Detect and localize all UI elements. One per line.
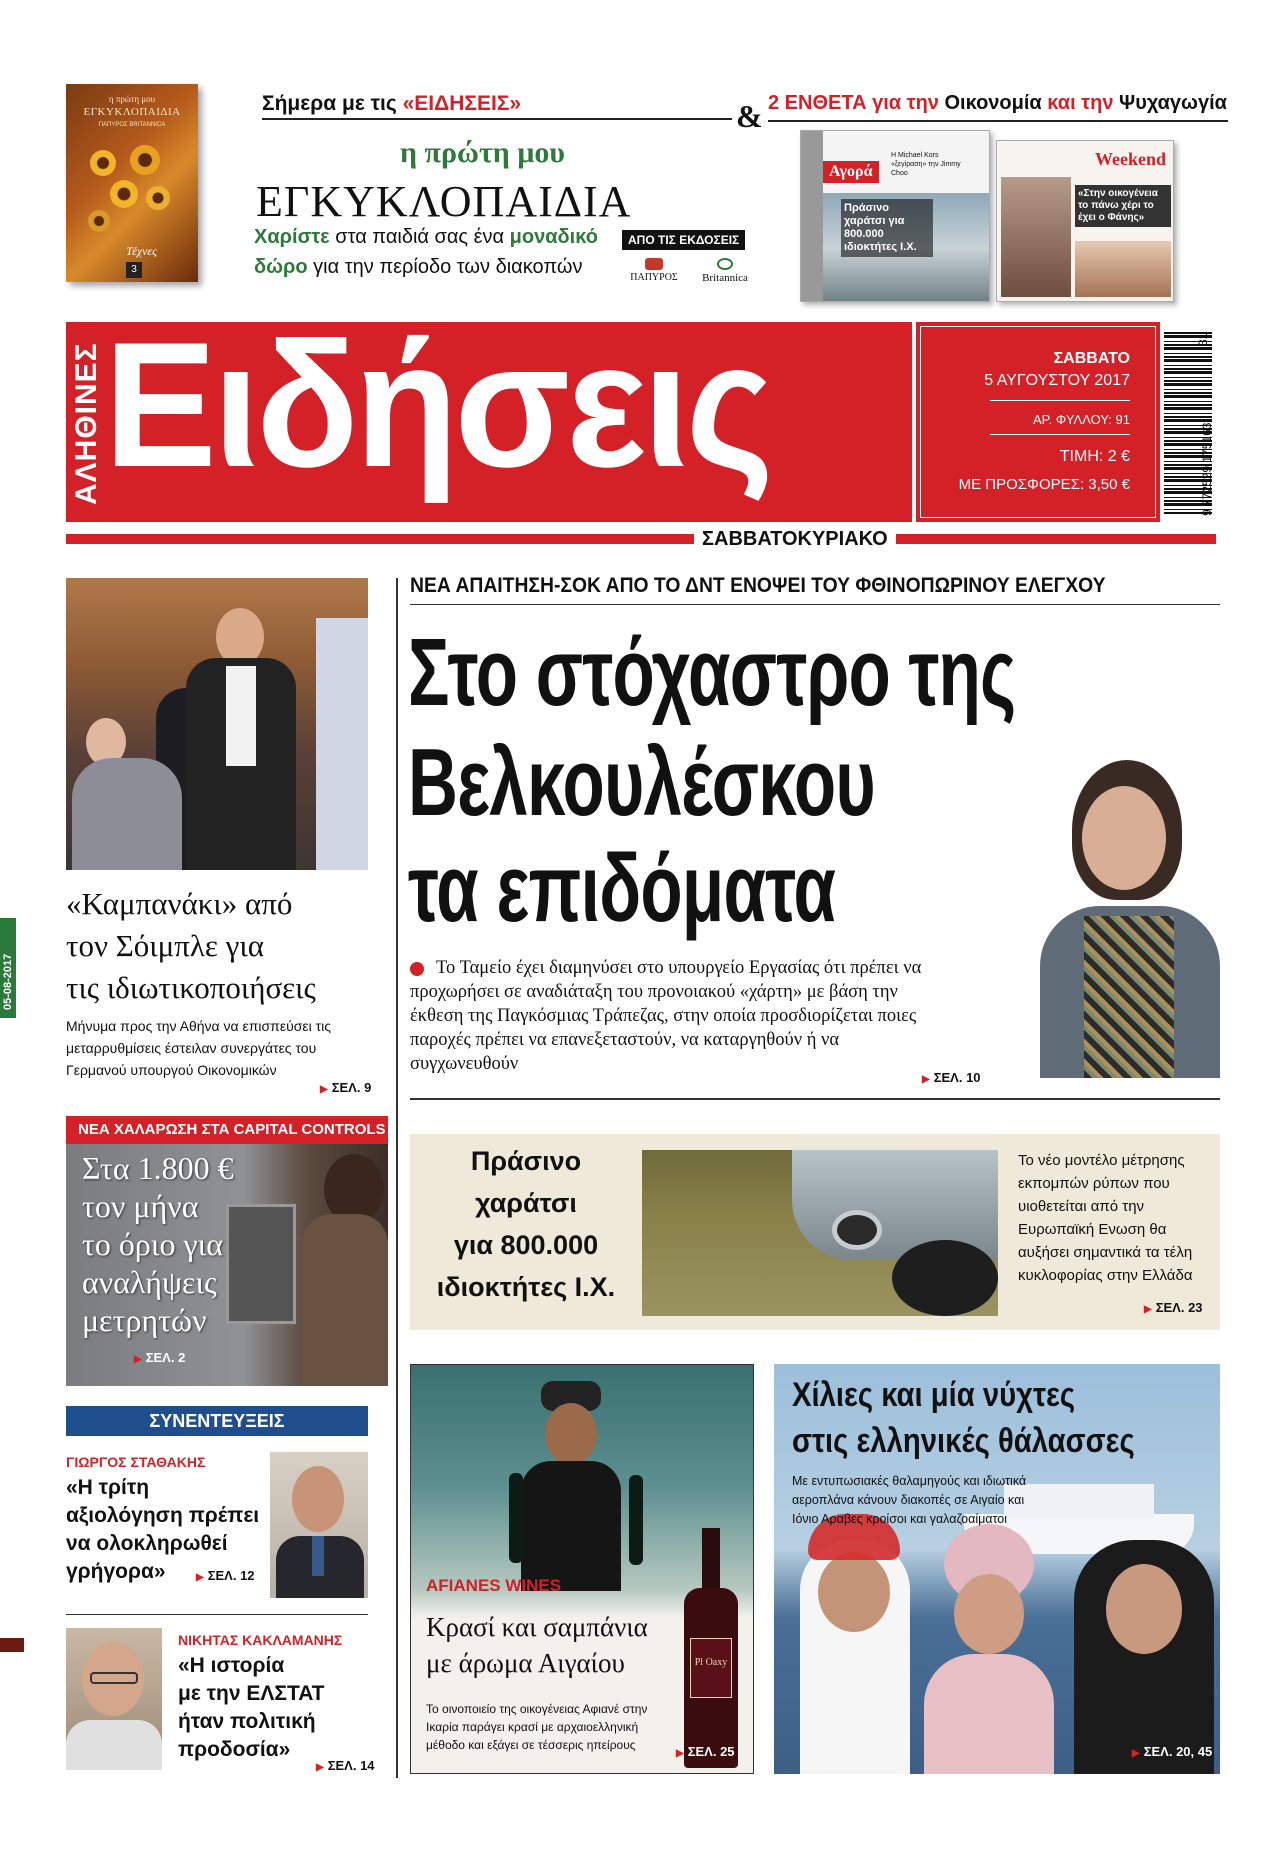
wine-kicker: AFIANES WINES [426, 1576, 562, 1595]
main-headline-3: τα επιδόματα [408, 835, 836, 942]
insert-agora-tag: Η Michael Kors «ξεγίραση» την Jimmy Choo [891, 152, 961, 177]
wine-bottle [680, 1528, 742, 1768]
wine-page-ref: ▶ ΣΕΛ. 25 [676, 1744, 735, 1759]
wine-body-1: Το οινοποιείο της οικογένειας Αφιανέ στην [426, 1702, 648, 1716]
main-bottom-rule [410, 1098, 1220, 1100]
inserts-line: 2 ΕΝΘΕΤΑ για την Οικονομία και την Ψυχαγωγία [768, 92, 1227, 114]
main-headline-1: Στο στόχαστρο της [408, 619, 1016, 726]
interview-1-quote-3: να ολοκληρωθεί [66, 1532, 228, 1555]
capital-banner: ΝΕΑ ΧΑΛΑΡΩΣΗ ΣΤΑ CAPITAL CONTROLS [66, 1116, 388, 1144]
capital-page-ref: ▶ ΣΕΛ. 2 [134, 1350, 186, 1365]
wine-headline-1: Κρασί και σαμπάνια [426, 1612, 648, 1642]
insert-weekend-title: Weekend [1095, 149, 1167, 169]
column-divider [396, 578, 398, 1778]
promo-today-line: Σήμερα με τις «ΕΙΔΗΣΕΙΣ» [262, 92, 522, 115]
britannica-logo: Britannica [694, 258, 756, 284]
interview-1-quote-2: αξιολόγηση πρέπει [66, 1504, 260, 1527]
green-tax-text-2: εκπομπών ρύπων που [1018, 1175, 1170, 1192]
yachts-body-1: Με εντυπωσιακές θαλαμηγούς και ιδιωτικά [792, 1474, 1027, 1488]
capital-line-4: αναλήψεις [82, 1264, 217, 1300]
insert-agora-headline: Πράσινο χαράτσι για 800.000 ιδιοκτήτες Ι.Χ. [841, 199, 933, 257]
encyclopedia-small-title: η πρώτη μου [400, 136, 565, 169]
give-line-2: δώρο για την περίοδο των διακοπών [254, 256, 583, 278]
green-tax-text-6: κυκλοφορίας στην Ελλάδα [1018, 1267, 1193, 1284]
book-top: η πρώτη μου [108, 94, 156, 104]
green-tax-text-3: υιοθετείται από την [1018, 1198, 1145, 1215]
capital-line-5: μετρητών [82, 1302, 207, 1338]
green-tax-headline-1: Πράσινο [470, 1146, 582, 1176]
interview-1-name: ΓΙΩΡΓΟΣ ΣΤΑΘΑΚΗΣ [66, 1454, 206, 1470]
insert-agora-thumb [800, 130, 990, 302]
velculescu-photo [1000, 756, 1222, 1078]
interview-2-quote-2: με την ΕΛΣΤΑΤ [178, 1682, 325, 1705]
interview-1-quote-4: γρήγορα» [66, 1560, 166, 1583]
yachts-headline-1: Χίλιες και μία νύχτες [792, 1376, 1076, 1414]
weekend-label: ΣΑΒΒΑΤΟΚΥΡΙΑΚΟ [694, 528, 896, 551]
schauble-body-2: μεταρρυθμίσεις έστειλαν συνεργάτες του [66, 1040, 317, 1056]
schauble-headline-2: τον Σόιμπλε για [66, 928, 264, 963]
book-publishers: ΠΑΠΥΡΟΣ BRITANNICA [98, 122, 166, 128]
masthead-issue: ΑΡ. ΦΥΛΛΟΥ: 91 [1033, 412, 1130, 427]
capital-line-3: το όριο για [82, 1226, 223, 1262]
masthead-sep-2 [990, 434, 1130, 435]
green-tax-text-4: Ευρωπαϊκή Ενωση θα [1018, 1221, 1167, 1238]
promo-divider [262, 118, 732, 120]
schauble-headline-3: τις ιδιωτικοποιήσεις [66, 970, 316, 1005]
book-title: ΕΓΚΥΚΛΟΠΑΙΔΙΑ [83, 106, 181, 118]
masthead-title: Ειδήσεις [104, 305, 771, 504]
green-tax-headline-3: για 800.000 [453, 1230, 599, 1260]
ampersand: & [736, 98, 763, 134]
side-marker [0, 1638, 24, 1652]
wine-bottle-label: Pl Oaxy [690, 1638, 732, 1698]
yachts-page-ref: ▶ ΣΕΛ. 20, 45 [1132, 1744, 1213, 1759]
interview-2-quote-1: «Η ιστορία [178, 1654, 285, 1677]
masthead-price: ΤΙΜΗ: 2 € [1059, 448, 1130, 465]
yachts-body-2: αεροπλάνα κάνουν διακοπές σε Αιγαίο και [792, 1493, 1025, 1507]
schauble-photo [66, 578, 368, 870]
green-tax-headline-4: ιδιοκτήτες Ι.Χ. [436, 1272, 616, 1302]
book-art-label: Τέχνες [126, 244, 158, 258]
interview-2-quote-3: ήταν πολιτική [178, 1710, 316, 1733]
green-tax-headline-2: χαράτσι [475, 1188, 577, 1218]
give-line-1: Χαρίστε στα παιδιά σας ένα μοναδικό [254, 226, 598, 248]
green-tax-page-ref: ▶ ΣΕΛ. 23 [1144, 1300, 1203, 1315]
masthead-date: 5 ΑΥΓΟΥΣΤΟΥ 2017 [984, 372, 1130, 389]
from-editions-badge: ΑΠΟ ΤΙΣ ΕΚΔΟΣΕΙΣ [622, 230, 745, 250]
schauble-body-1: Μήνυμα προς την Αθήνα να επισπεύσει τις [66, 1018, 331, 1034]
insert-weekend-headline: «Στην οικογένεια το πάνω χέρι το έχει ο Φάνης» [1075, 185, 1171, 227]
sunflower-art [80, 140, 180, 250]
interviews-divider [66, 1614, 368, 1615]
papyros-logo: ΠΑΠΥΡΟΣ [626, 258, 682, 283]
capital-line-1: Στα 1.800 € [82, 1150, 234, 1186]
green-tax-text-5: αυξήσει σημαντικά τα τέλη [1018, 1244, 1193, 1261]
yachts-body-3: Ιόνιο Αραβες κροίσοι και γαλαζοαίματοι [792, 1512, 1008, 1526]
inserts-divider [768, 120, 1228, 122]
main-page-ref: ▶ ΣΕΛ. 10 [922, 1070, 981, 1085]
interviews-banner: ΣΥΝΕΝΤΕΥΞΕΙΣ [66, 1406, 368, 1436]
wine-body-2: Ικαρία παράγει κρασί με αρχαιοελληνική [426, 1720, 639, 1734]
wine-body-3: μέθοδο και εξάγει σε τέσσερις ηπείρους [426, 1738, 636, 1752]
masthead-offers: ΜΕ ΠΡΟΣΦΟΡΕΣ: 3,50 € [958, 476, 1130, 493]
kaklamanis-photo [66, 1628, 162, 1770]
interview-2-page-ref: ▶ ΣΕΛ. 14 [316, 1758, 375, 1773]
exhaust-photo [642, 1150, 998, 1316]
schauble-headline-1: «Καμπανάκι» από [66, 886, 293, 921]
interview-1-page-ref: ▶ ΣΕΛ. 12 [196, 1568, 255, 1583]
encyclopedia-title: ΕΓΚΥΚΛΟΠΑΙΔΙΑ [256, 177, 632, 226]
masthead-day: ΣΑΒΒΑΤΟ [1053, 350, 1130, 367]
book-volume: 3 [126, 262, 142, 278]
schauble-body-3: Γερμανού υπουργού Οικονομικών [66, 1062, 277, 1078]
yachts-headline-2: στις ελληνικές θάλασσες [792, 1422, 1135, 1460]
main-body: Το Ταμείο έχει διαμηνύσει στο υπουργείο Εργασίας ότι πρέπει να προχωρήσει σε αναδιάταξη του προνοιακού «χάρτη» με βάση την έκθεση της Παγκόσμιας Τράπεζας, στην οποία προσδιορίζεται ποιες παροχές πρέπει να επανεξεταστούν, να καταργηθούν ή να συγχωνευθούν [410, 958, 922, 1074]
insert-weekend-thumb [996, 140, 1174, 302]
interview-1-quote-1: «Η τρίτη [66, 1476, 150, 1499]
schauble-page-ref: ▶ ΣΕΛ. 9 [320, 1080, 372, 1095]
encyclopedia-book-cover [66, 84, 198, 282]
main-headline-2: Βελκουλέσκου [408, 729, 875, 836]
masthead-bottom-rule [66, 534, 1216, 544]
side-date: 05-08-2017 [2, 953, 14, 1010]
capital-line-2: τον μήνα [82, 1188, 199, 1224]
interview-2-quote-4: προδοσία» [178, 1738, 291, 1761]
masthead-side-label: ΑΛΗΘΙΝΕΣ [70, 342, 103, 505]
insert-agora-title: Αγορά [823, 161, 879, 183]
wine-headline-2: με άρωμα Αιγαίου [426, 1648, 625, 1678]
barcode-number: 9 772529 175163 [1200, 422, 1214, 516]
green-tax-text-1: Το νέο μοντέλο μέτρησης [1018, 1152, 1185, 1169]
main-kicker: ΝΕΑ ΑΠΑΙΤΗΣΗ-ΣΟΚ ΑΠΟ ΤΟ ΔΝΤ ΕΝΟΨΕΙ ΤΟΥ ΦΘΙΝΟΠΩΡΙΝΟΥ ΕΛΕΓΧΟΥ [410, 574, 1106, 597]
barcode-issue: 31 [1196, 332, 1210, 346]
masthead-sep-1 [990, 400, 1130, 401]
interview-2-name: ΝΙΚΗΤΑΣ ΚΑΚΛΑΜΑΝΗΣ [178, 1632, 343, 1648]
main-rule [410, 604, 1220, 605]
stathakis-photo [270, 1452, 368, 1598]
